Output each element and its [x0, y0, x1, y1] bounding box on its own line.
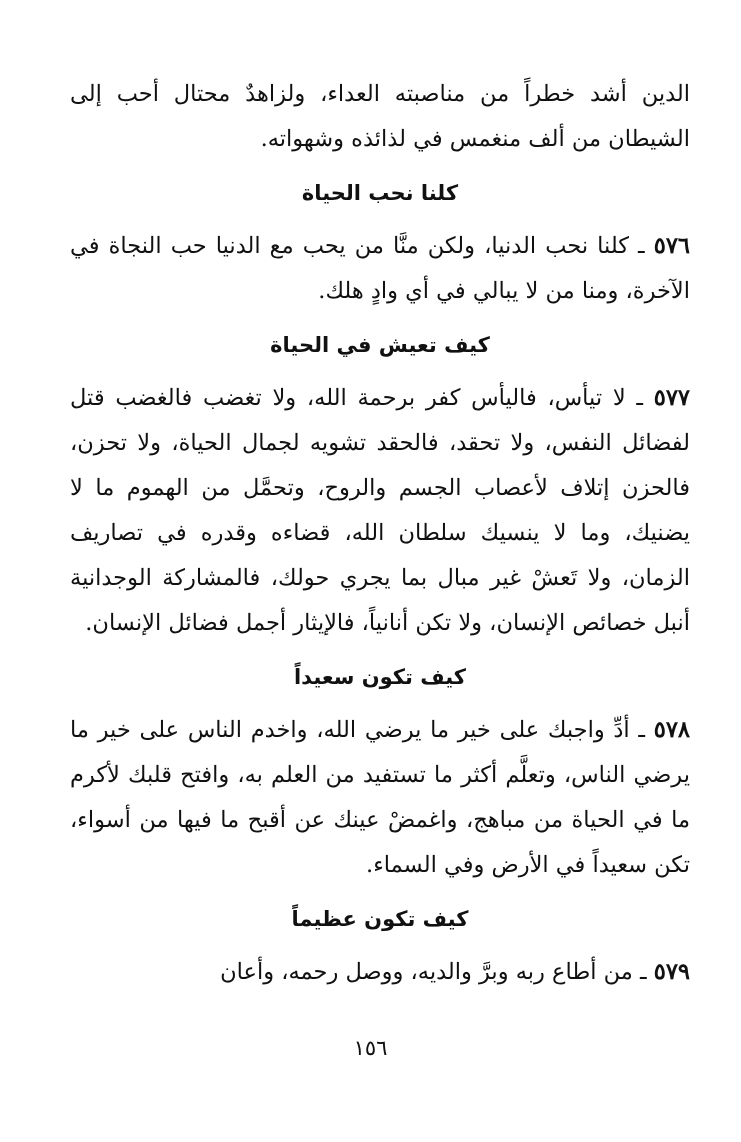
entry-text: ـ لا تيأس، فاليأس كفر برحمة الله، ولا تغضب فالغضب قتل لفضائل النفس، ولا تحقد، فالحقد تشويه لجمال الحياة، ولا تحزن، فالحزن إتلاف لأعصاب الجسم والروح، وتحمَّل من الهموم ما لا يضنيك، وما لا ينسيك سلطان الله، قضاءه وقدره في تصاريف الزمان، ولا تَعشْ غير مبال بما يجري حولك، فالمشاركة الوجدانية أنبل خصائص الإنسان، ولا تكن أنانياً، فالإيثار أجمل فضائل الإنسان. [70, 385, 690, 636]
entry-text: ـ كلنا نحب الدنيا، ولكن منَّا من يحب مع الدنيا حب النجاة في الآخرة، ومنا من لا يبالي في أي وادٍ هلك. [70, 233, 690, 304]
section-heading: كيف تكون عظيماً [291, 907, 469, 931]
section-heading: كيف تعيش في الحياة [270, 333, 490, 357]
entry-number: ٥٧٩ [653, 959, 690, 985]
page-number: ١٥٦ [353, 1036, 388, 1060]
intro-paragraph: الدين أشد خطراً من مناصبته العداء، ولزاهدٌ محتال أحب إلى الشيطان من ألف منغمس في لذائذه وشهواته. [70, 81, 690, 152]
entry-text: ـ من أطاع ربه وبرَّ والديه، ووصل رحمه، وأعان [220, 959, 647, 985]
entry-number: ٥٧٧ [653, 385, 691, 411]
entry-577 [70, 376, 690, 646]
entry-text: ـ أدِّ واجبك على خير ما يرضي الله، واخدم الناس على خير ما يرضي الناس، وتعلَّم أكثر ما تستفيد من العلم به، وافتح قلبك لأكرم ما في الحياة من مباهج، واغمضْ عينك عن أقبح ما فيها من أسواء، تكن سعيداً في الأرض وفي السماء. [70, 717, 690, 878]
section-heading: كلنا نحب الحياة [301, 181, 459, 205]
page-body [70, 72, 690, 995]
entry-579 [70, 950, 690, 995]
entry-576 [70, 224, 690, 314]
section-heading: كيف تكون سعيداً [293, 665, 466, 689]
entry-number: ٥٧٦ [653, 233, 690, 259]
entry-578 [70, 708, 690, 888]
entry-number: ٥٧٨ [653, 717, 690, 743]
